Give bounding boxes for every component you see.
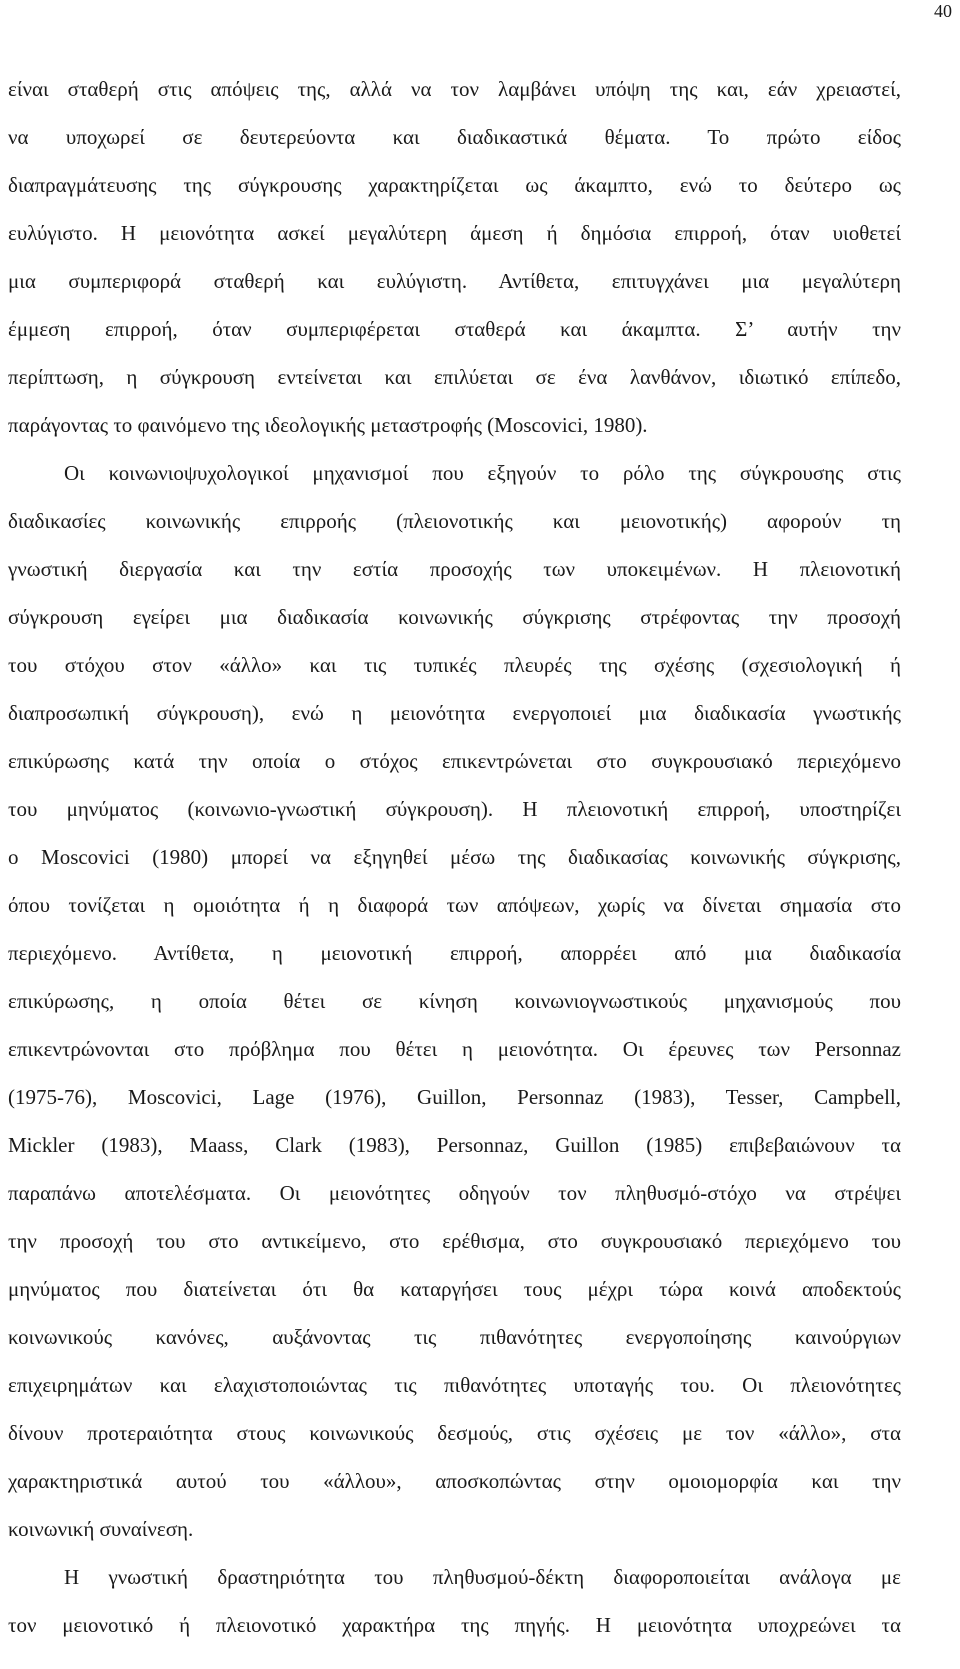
text-line: περιεχόμενο. Αντίθετα, η μειονοτική επιρροή, απορρέει από μια διαδικασία [8,941,901,965]
text-line: επικεντρώνονται στο πρόβλημα που θέτει η μειονότητα. Οι έρευνες των Personnaz [8,1037,901,1061]
text-line: χαρακτηριστικά αυτού του «άλλου», αποσκοπώντας στην ομοιομορφία και την [8,1469,901,1493]
text-line: Οι κοινωνιοψυχολογικοί μηχανισμοί που εξηγούν το ρόλο της σύγκρουσης στις [64,461,901,485]
text-line: επικύρωσης κατά την οποία ο στόχος επικεντρώνεται στο συγκρουσιακό περιεχόμενο [8,749,901,773]
text-line: κοινωνική συναίνεση. [8,1517,194,1541]
text-line: μια συμπεριφορά σταθερή και ευλύγιστη. Αντίθετα, επιτυγχάνει μια μεγαλύτερη [8,269,901,293]
text-line: επικύρωσης, η οποία θέτει σε κίνηση κοινωνιογνωστικούς μηχανισμούς που [8,989,901,1013]
text-line: (1975-76), Moscovici, Lage (1976), Guillon, Personnaz (1983), Tesser, Campbell, [8,1085,901,1109]
text-line: σύγκρουση εγείρει μια διαδικασία κοινωνικής σύγκρισης στρέφοντας την προσοχή [8,605,901,629]
text-line: έμμεση επιρροή, όταν συμπεριφέρεται σταθερά και άκαμπτα. Σ’ αυτήν την [8,317,901,341]
text-line: ο Moscovici (1980) μπορεί να εξηγηθεί μέσω της διαδικασίας κοινωνικής σύγκρισης, [8,845,901,869]
text-line: μηνύματος που διατείνεται ότι θα καταργήσει τους μέχρι τώρα κοινά αποδεκτούς [8,1277,901,1301]
text-line: περίπτωση, η σύγκρουση εντείνεται και επιλύεται σε ένα λανθάνον, ιδιωτικό επίπεδο, [8,365,901,389]
text-line: διαδικασίες κοινωνικής επιρροής (πλειονοτικής και μειονοτικής) αφορούν τη [8,509,901,533]
text-line: γνωστική διεργασία και την εστία προσοχής των υποκειμένων. Η πλειονοτική [8,557,901,581]
text-line: είναι σταθερή στις απόψεις της, αλλά να τον λαμβάνει υπόψη της και, εάν χρειαστεί, [8,77,901,101]
text-line: επιχειρημάτων και ελαχιστοποιώντας τις πιθανότητες υποταγής του. Οι πλειονότητες [8,1373,901,1397]
text-line: να υποχωρεί σε δευτερεύοντα και διαδικαστικά θέματα. Το πρώτο είδος [8,125,901,149]
text-line: όπου τονίζεται η ομοιότητα ή η διαφορά των απόψεων, χωρίς να δίνεται σημασία στο [8,893,901,917]
text-line: του στόχου στον «άλλο» και τις τυπικές πλευρές της σχέσης (σχεσιολογική ή [8,653,901,677]
text-line: Η γνωστική δραστηριότητα του πληθυσμού-δέκτη διαφοροποιείται ανάλογα με [64,1565,901,1589]
text-line: δίνουν προτεραιότητα στους κοινωνικούς δεσμούς, στις σχέσεις με τον «άλλο», στα [8,1421,901,1445]
text-line: την προσοχή του στο αντικείμενο, στο ερέθισμα, στο συγκρουσιακό περιεχόμενο του [8,1229,901,1253]
text-line: παραπάνω αποτελέσματα. Οι μειονότητες οδηγούν τον πληθυσμό-στόχο να στρέψει [8,1181,901,1205]
text-line: διαπραγμάτευσης της σύγκρουσης χαρακτηρίζεται ως άκαμπτο, ενώ το δεύτερο ως [8,173,901,197]
page-number: 40 [934,1,952,21]
text-line: του μηνύματος (κοινωνιο-γνωστική σύγκρουση). Η πλειονοτική επιρροή, υποστηρίζει [8,797,901,821]
text-line: Mickler (1983), Maass, Clark (1983), Personnaz, Guillon (1985) επιβεβαιώνουν τα [8,1133,901,1157]
text-line: κοινωνικούς κανόνες, αυξάνοντας τις πιθανότητες ενεργοποίησης καινούργιων [8,1325,901,1349]
text-line: διαπροσωπική σύγκρουση), ενώ η μειονότητα ενεργοποιεί μια διαδικασία γνωστικής [8,701,901,725]
text-line: ευλύγιστο. Η μειονότητα ασκεί μεγαλύτερη άμεση ή δημόσια επιρροή, όταν υιοθετεί [8,221,901,245]
text-line: τον μειονοτικό ή πλειονοτικό χαρακτήρα της πηγής. Η μειονότητα υποχρεώνει τα [8,1613,901,1637]
text-line: παράγοντας το φαινόμενο της ιδεολογικής μεταστροφής (Moscovici, 1980). [8,413,648,437]
